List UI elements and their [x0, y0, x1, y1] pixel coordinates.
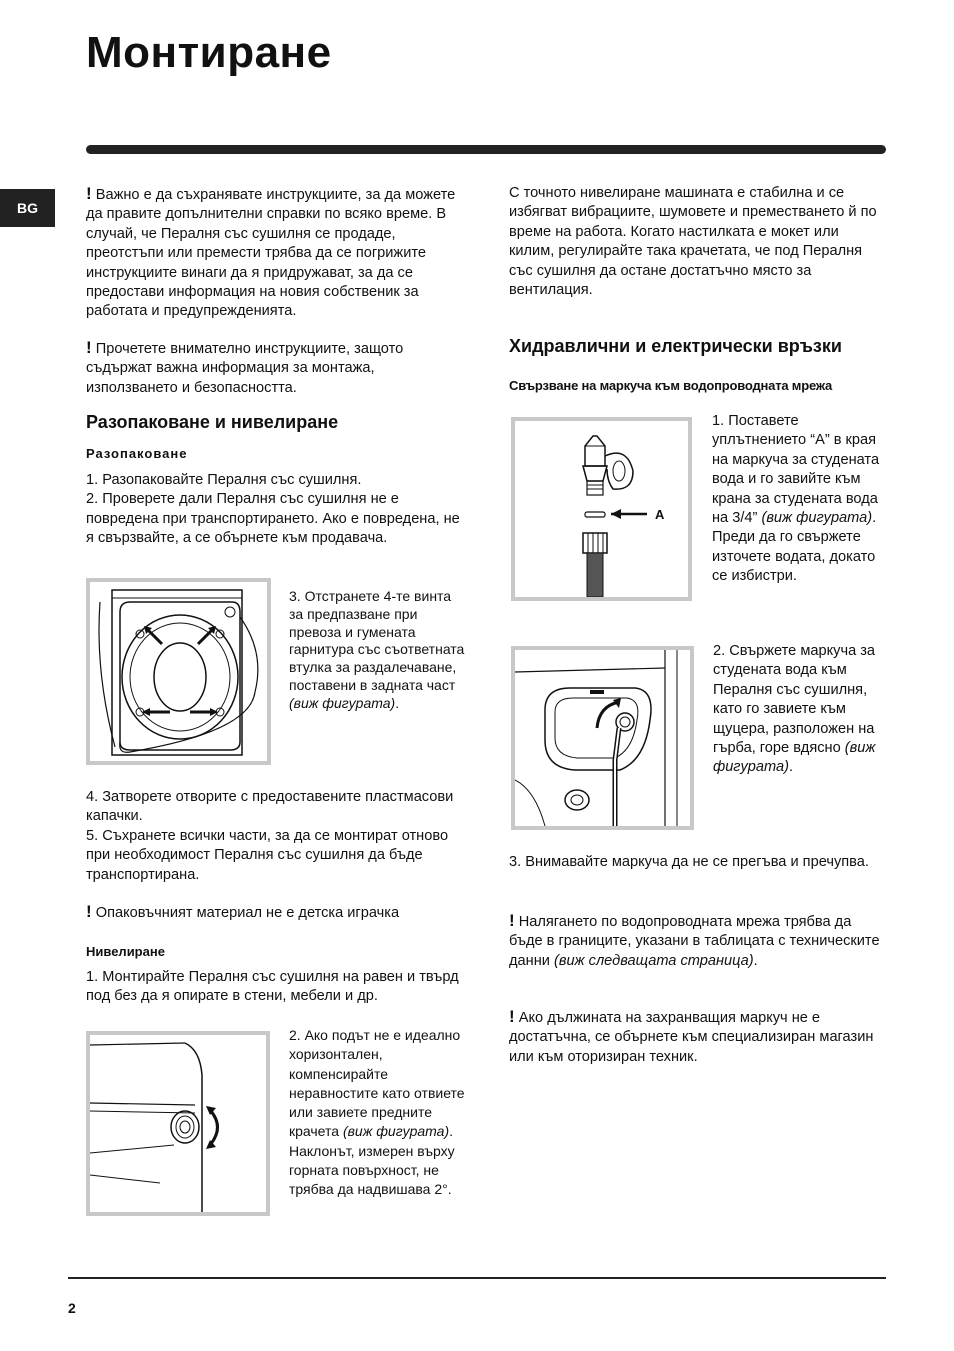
- step-2: 2. Проверете дали Пералня със сушилня не е повредена при транспортирането. Ако е повредена, не я свързвайте, а се обърнете към продавача.: [86, 491, 460, 547]
- hose-step-2: 2. Свържете маркуча за студената вода към Пералня със сушилня, като го завиете към щуцера, разположен на гърба, горе вдясно (виж фигурата).: [713, 643, 876, 776]
- figure-hose-gasket: [511, 417, 692, 601]
- step-1: 1. Разопаковайте Пералня със сушилня.: [86, 472, 362, 488]
- subheading-leveling: Нивелиране: [86, 944, 165, 959]
- figure-transport-screws: [86, 578, 271, 765]
- note-packaging: ! Опаковъчният материал не е детска играчка: [86, 902, 400, 921]
- figure-leveling-foot: [86, 1031, 270, 1216]
- page-number: 2: [68, 1300, 76, 1316]
- language-tab: BG: [0, 189, 55, 227]
- subheading-unpacking: Разопаковане: [86, 446, 188, 461]
- warning-icon: !: [86, 902, 92, 921]
- note-pressure: ! Налягането по водопроводната мрежа трябва да бъде в границите, указани в таблицата с техническите данни (виж следващата страница).: [509, 911, 880, 969]
- figure-reference: (виж фигурата): [713, 740, 876, 776]
- level-step-2: 2. Ако подът не е идеално хоризонтален, компенсирайте неравностите като отвиете или завиете предните крачета (виж фигурата). Наклонът, измерен върху горната повърхност, не трябва да надвишава 2°.: [289, 1027, 465, 1198]
- subheading-hose: Свързване на маркуча към водопроводната мрежа: [509, 378, 833, 393]
- note-read-instructions: ! Прочетете внимателно инструкциите, защото съдържат важна информация за монтажа, използването и безопасността.: [86, 338, 404, 396]
- warning-icon: !: [509, 911, 515, 930]
- step-4: 4. Затворете отворите с предоставените пластмасови капачки.: [86, 789, 454, 825]
- section-title-unpacking: Разопаковане и нивелиране: [86, 412, 339, 432]
- unpack-steps-continued: [86, 788, 462, 885]
- washer-back-illustration: [90, 582, 267, 761]
- footer-divider: [68, 1277, 886, 1279]
- page-reference: (виж следващата страница): [553, 952, 754, 969]
- note-keep-instructions: ! Важно е да съхранявате инструкциите, за да можете да правите допълнителни справки по всяко време. В случай, че Пералня със сушилня се продаде, преотстъпи или премести трябва да се погрижите инструкциите винаги да я придружават, за да се предостави информация на новия собственик за работата и предупрежденията.: [86, 184, 456, 320]
- figure-hose-connection: [511, 646, 694, 830]
- unpack-steps: [86, 471, 462, 549]
- warning-icon: !: [86, 338, 92, 357]
- step-5: 5. Съхранете всички части, за да се монтират отново при необходимост Пералня със сушилня да бъде транспортирана.: [86, 827, 449, 883]
- leveling-intro: С точното нивелиране машината е стабилна и се избягват вибрациите, шумовете и преместването й по време на работа. Когато настилката е мокет или килим, регулирайте така крачетата, че под Пералня със сушилня да остане достатъчно място за вентилация.: [509, 185, 877, 299]
- warning-icon: !: [509, 1007, 515, 1026]
- note-hose-length: ! Ако дължината на захранващия маркуч не е достатъчна, се обърнете към специализиран магазин или към оторизиран техник.: [509, 1007, 874, 1065]
- hose-step-3: 3. Внимавайте маркуча да не се прегъва и пречупва.: [509, 854, 869, 870]
- level-step-1: 1. Монтирайте Пералня със сушилня на равен и твърд под без да я опирате в стени, мебели и др.: [86, 969, 459, 1005]
- figure-reference: (виж фигурата): [342, 1123, 450, 1140]
- section-title-connections: Хидравлични и електрически връзки: [509, 336, 842, 356]
- warning-icon: !: [86, 184, 92, 203]
- page-title: Монтиране: [86, 28, 332, 77]
- step-3: 3. Отстранете 4-те винта за предпазване при превоза и гумената гарнитура със съответната втулка за раздалечаване, поставени в задната част (виж фигурата).: [289, 588, 465, 711]
- gasket-label: A: [655, 507, 665, 522]
- title-divider: [86, 145, 886, 154]
- figure-reference: (виж фигурата): [761, 510, 873, 527]
- figure-reference: (виж фигурата): [289, 694, 396, 711]
- hose-step-1: 1. Поставете уплътнението “A” в края на маркуча за студената вода и го завийте към крана за студената вода на 3/4” (виж фигурата). Преди да го свържете източете водата, докато се избистри.: [712, 413, 880, 585]
